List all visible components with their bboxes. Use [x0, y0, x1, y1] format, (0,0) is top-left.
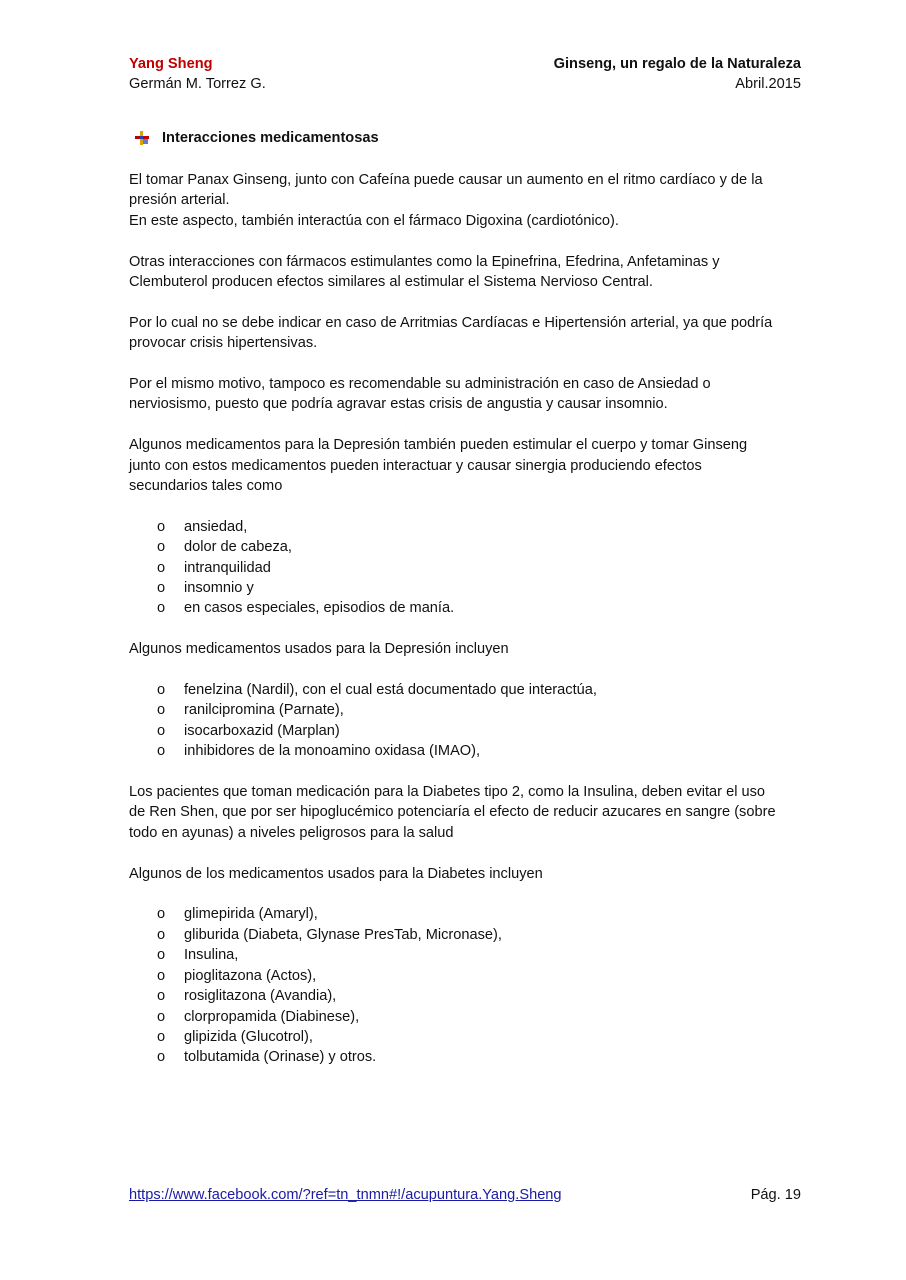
document-body — [129, 170, 779, 1088]
list-item: o fenelzina (Nardil), con el cual está documentado que interactúa, — [129, 680, 779, 700]
bullet-icon: o — [157, 988, 166, 1005]
list-item: o glipizida (Glucotrol), — [129, 1027, 779, 1047]
paragraph: Otras interacciones con fármacos estimulantes como la Epinefrina, Efedrina, Anfetaminas y Clembuterol producen efectos similares al estimular el Sistema Nervioso Central. — [129, 253, 720, 291]
header-title: Ginseng, un regalo de la Naturaleza — [553, 56, 801, 72]
list-item: o intranquilidad — [129, 558, 779, 578]
bullet-icon: o — [157, 580, 166, 597]
list-item: o pioglitazona (Actos), — [129, 966, 779, 986]
list-item: o tolbutamida (Orinase) y otros. — [129, 1047, 779, 1067]
paragraph: Por el mismo motivo, tampoco es recomendable su administración en caso de Ansiedad o nerviosismo, puesto que podría agravar estas crisis de angustia y causar insomnio. — [129, 376, 711, 413]
bullet-icon: o — [157, 926, 166, 943]
bullet-icon: o — [157, 1049, 166, 1066]
list-item: o clorpropamida (Diabinese), — [129, 1007, 779, 1027]
bullet-icon: o — [157, 743, 166, 760]
paragraph: Algunos de los medicamentos usados para la Diabetes incluyen — [129, 865, 543, 882]
list-item: o dolor de cabeza, — [129, 537, 779, 557]
bullet-icon: o — [157, 600, 166, 617]
list-item: o isocarboxazid (Marplan) — [129, 721, 779, 741]
paragraph-line: El tomar Panax Ginseng, junto con Cafeína puede causar un aumento en el ritmo cardíaco y de la presión arterial. — [129, 172, 763, 209]
page-number: Pág. 19 — [750, 1187, 801, 1203]
bullet-icon: o — [157, 682, 166, 699]
paragraph: Algunos medicamentos para la Depresión también pueden estimular el cuerpo y tomar Ginseng junto con estos medicamentos pueden interactuar y causar sinergia produciendo efectos secundarios tales como — [129, 437, 748, 495]
bullet-icon: o — [157, 947, 166, 964]
bullet-icon: o — [157, 1028, 166, 1045]
section-title: Interacciones medicamentosas — [162, 130, 379, 146]
bullet-icon: o — [157, 906, 166, 923]
list-item: o Insulina, — [129, 945, 779, 965]
bullet-icon: o — [157, 518, 166, 535]
list-item: o ansiedad, — [129, 517, 779, 537]
paragraph: Algunos medicamentos usados para la Depresión incluyen — [129, 641, 509, 658]
bullet-icon: o — [157, 539, 166, 556]
header-date: Abril.2015 — [735, 76, 801, 92]
diabetes-drugs-list — [129, 904, 779, 1067]
bullet-icon: o — [157, 967, 166, 984]
bullet-icon: o — [157, 722, 166, 739]
list-item: o en casos especiales, episodios de manía. — [129, 598, 779, 618]
bullet-icon: o — [157, 1008, 166, 1025]
list-item: o insomnio y — [129, 578, 779, 598]
side-effects-list — [129, 517, 779, 619]
paragraph-line: En este aspecto, también interactúa con el fármaco Digoxina (cardiotónico). — [129, 212, 619, 229]
footer-facebook-link[interactable]: https://www.facebook.com/?ref=tn_tnmn#!/acupuntura.Yang.Sheng — [129, 1187, 562, 1203]
header-brand: Yang Sheng — [129, 56, 213, 72]
arrow-bullet-icon — [134, 130, 150, 146]
list-item: o glimepirida (Amaryl), — [129, 904, 779, 924]
header-author: Germán M. Torrez G. — [129, 76, 266, 92]
section-heading — [134, 130, 379, 146]
list-item: o rosiglitazona (Avandia), — [129, 986, 779, 1006]
list-item: o inhibidores de la monoamino oxidasa (IMAO), — [129, 741, 779, 761]
depression-drugs-list — [129, 680, 779, 762]
list-item: o gliburida (Diabeta, Glynase PresTab, Micronase), — [129, 925, 779, 945]
paragraph: Por lo cual no se debe indicar en caso de Arritmias Cardíacas e Hipertensión arterial, ya que podría provocar crisis hipertensivas. — [129, 314, 773, 352]
paragraph — [129, 170, 779, 231]
paragraph: Los pacientes que toman medicación para la Diabetes tipo 2, como la Insulina, deben evitar el uso de Ren Shen, que por ser hipoglucémico potenciaría el efecto de reducir azucares en sangre (sobre todo en ayunas) a niveles peligrosos para la salud — [129, 784, 776, 841]
list-item: o ranilcipromina (Parnate), — [129, 700, 779, 720]
bullet-icon: o — [157, 702, 166, 719]
bullet-icon: o — [157, 559, 166, 576]
